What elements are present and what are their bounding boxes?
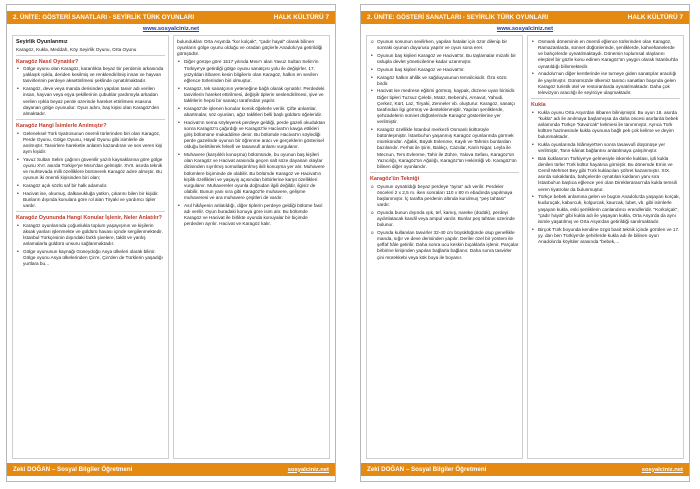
list-item: • Asıl hikâyenin anlatıldığı, diğer tiplerin perdeye geldiği bölüme fasıl adı verilir. Oyun buradaki konuya göre isim alır. Bu bölümde Karagöz ve Hacivat ile birlikte oyunda konuyalar bir biçimde perdeden ayrılır. Hacivat ve Karagöz kalır. xyxy=(177,203,326,228)
list-item: • Karagöz özellikle İstanbul merkezli Osmanlı kültürüyle bütünleşmiştir. İstanbul'un yaşanmış Karagöz oyunlarında görmek mümkündür. Ağalık, Büyük Evlenme, Kayık ve Tahmis bunlardan bazılarıdır. Ferhat ile Şirin, Balıkçı, Cazular, Kanlı Nigar, Leyla ile Mecnun, Ters Evlenme, Tahir ile Zühre, Yalova Sefası, Karagöz'ün Yazıcılığı, Karagöz'ün Ağalığı, Karagöz'ün Hekimliği vb. Karagöz'ün bilinen diğer oyunlarıdır. xyxy=(370,127,519,170)
list-item: • Karagöz halkın ahlâk ve sağduyusunun temsilcisidir. Özü sözü birdir. xyxy=(370,75,519,87)
page-footer xyxy=(7,463,335,476)
site-link[interactable]: www.sosyalciniz.net xyxy=(142,26,200,32)
content-columns xyxy=(12,35,330,459)
list-item: o Oyunda kullanılan tasvirler 32-40 cm büyüklüğünde olup genellikle manda, sığır ve deve derisinden yapılır. Deriler özel bir yöntem ile şeffaf hâle getirilir. Daha sonra ucu keskin bıçaklarla işlenir. Parçalar birbirine kirişinden yapılan bağlarla bağlanır. Daha sonra tasvirler çini mürekkebi veya kök boya ile boyanır. xyxy=(370,230,519,261)
footer-site-link[interactable]: sosyalciniz.net xyxy=(287,466,329,473)
divider xyxy=(16,55,165,56)
page-header xyxy=(361,11,689,24)
bullet-list xyxy=(16,66,165,117)
bullet-list xyxy=(531,110,680,246)
list-item: • Hacivat ise medrese eğitimi görmüş, kaypak, düzene uyan birisidir. Diğer tipleri Tuzsuz Çelebi, Matız, Beberuhi, Arnavut, Yahudi, Çerkez, Kürt, Laz, Tiryaki, Zenneler vb. oluşturur. Karagöz, sanatçı tarafından ilgi görmüş ve desteklenmiştir. Yapılan şenliklerde, şehzadelerin sünnet düğünlerinde Karagöz gösterilerine yer verilmiştir. xyxy=(370,88,519,125)
content-columns xyxy=(366,35,684,459)
section-heading: Karagöz Hangi İsimlerle Anılmıştır? xyxy=(16,123,107,129)
list-item: • Anadolu'nun diğer kentlerinde ise turneye giden sanatçılar aracılığı ile yayılmıştır. Günümüzde ülkemiz tanıtıcı sanatları başında gelen Karagöz turistik otel ve restoranlarda oynatılmaktadır. Daha çok televizyon aracılığı ile seyirciye ulaşmaktadır. xyxy=(531,71,680,96)
footer-author: Zeki DOĞAN – Sosyal Bilgiler Öğretmeni xyxy=(367,466,487,473)
list-item: • Karagöz oyunlarında çoğunlukla toplum yaşayışının ve kişilerin aksak yanları işlenmekte ve güldürü havası içinde sergilenmektedir. İstanbul Türkçesinin dışındaki farklı şivelere, taklit ve yanlış anlamalarla güldürü unsuru sağlanmaktadır. xyxy=(16,223,165,248)
bullet-list xyxy=(531,39,680,96)
list-item: o Oyunun sonunun sevilirken, yapılan hatalar için özür dilenip bir sonraki oyunun duyurusu yapılır ve oyun sona erer. xyxy=(370,39,519,51)
list-item: • Türkçe bebek anlamına gelen ve bugün Anadolu'da yaşayan korçak, kuduruçak, kaburcuk, kolgurcak, kaurcak, lubet, vb. gibi isimlerle yaşayan kukla, eski şenliklerin canlandırıcı erendleridir. "Korkolçak", "çadır hayal" gibi kukla adı ile yaşayan kukla, Orta Asya'da da aynı isimle yaşatılmış ve Orta Asya'dan getirildiği sanılmaktadır. xyxy=(531,194,680,225)
footer-site-link[interactable]: sosyalciniz.net xyxy=(641,466,683,473)
column-right xyxy=(173,35,330,459)
list-item: • Karagöz'de işlenen konular komik öğelerle verilir. Çifte anlamlar, abartmalar, söz oyunları, ağız taklitleri belli başlı güldürü öğeleridir. xyxy=(177,106,326,118)
course-title: HALK KÜLTÜRÜ 7 xyxy=(273,14,329,21)
course-title: HALK KÜLTÜRÜ 7 xyxy=(627,14,683,21)
page-footer xyxy=(361,463,689,476)
list-item: • Karagöz açık sözlü saf bir halk adamıdır. xyxy=(16,183,165,189)
section-heading: Seyirlik Oyunlarımız xyxy=(16,39,68,45)
list-item: • Gölge oyununun kaynağı Güneydoğu Asya ülkeleri olarak bilinir. Gölge oyunu Asya ülkelerinden Çin'e, Çin'den de Türklerin yaşadığı yurtlara bu... xyxy=(16,249,165,267)
column-right xyxy=(527,35,684,459)
unit-title: 2. ÜNİTE: GÖSTERİ SANATLARI - SEYİRLİK TÜRK OYUNLARI xyxy=(13,14,195,21)
list-item: • Geleneksel Türk tiyatrosunun önemli türlerinden biri olan Karagöz, Perde Oyunu, Gölge Oyunu, Hayal Oyunu gibi isimlerle de anılmıştır. Tasvirlere hareketle anlatım kazandıran ve ses veren kişi aym kişidir. xyxy=(16,131,165,156)
list-item: • Hacivat ise, okumuş, dalkavukluğa yatkın, çıkarını bilen bir kişidir. Bunların dışında konulara göre rol alan Tiryaki ve yardımcı tipler vardır. xyxy=(16,191,165,209)
list-item: • Diğer görüşe göre 1517 yılında Mısır'ı alan Yavuz Sultan Selim'in Türkiye'ye getirdiği gölge oyunu sanatçısı yolu ile değişirler. 17. yüzyıldan itibaren kesin bilgilerin olan Karagöz, halkın en sevilen eğlence türlerinden biri olmuştur. xyxy=(177,59,326,84)
list-item: • Oyunun baş kişileri Karagöz ve Hacivat'tır. xyxy=(370,67,519,73)
list-item: • Birçok Türk boyunda kendine özgü basit teknik içinde görülen ve 17. yy. dan ben Türkiye'de şehirlerde kukla adı ile bilinen oyun Anadolu'da köylüler arasında "bebek,... xyxy=(531,227,680,245)
paragraph: bulundukları Orta Asya'da "kor kolçak", "çadır hayal" olarak bilinen oyunların gölge oyunu olduğu ve oradan göçlerle Anadolu'ya getirildiği görüşüdür. xyxy=(177,39,323,57)
divider xyxy=(16,211,165,212)
list-item: • Gölge oyunu olan Karagöz, karanlıkta beyaz bir perdenin arkasında yaklaşık ışıkla, deriden kesilmiş ve renklendirilmiş insan ve hayvan tasvirlerinin perdeye aksettirilmesi şeklinde oynatılmaktadır. xyxy=(16,66,165,84)
footer-author: Zeki DOĞAN – Sosyal Bilgiler Öğretmeni xyxy=(13,466,133,473)
site-link[interactable]: www.sosyalciniz.net xyxy=(496,26,554,32)
column-left xyxy=(366,35,523,459)
list-item: • Oyunun baş kişileri Karagöz ve Hacivat'tır. Bu taşlamalar mizahi bir üslupla devlet yöneticilerine kadar uzanmıştır. xyxy=(370,53,519,65)
section-heading: Kukla xyxy=(531,102,546,108)
bullet-list xyxy=(177,59,326,227)
unit-title: 2. ÜNİTE: GÖSTERİ SANATLARI - SEYİRLİK TÜRK OYUNLARI xyxy=(367,14,549,21)
section-heading: Karagöz Nasıl Oynatılır? xyxy=(16,58,79,65)
section-heading: Karagöz Oyununda Hangi Konular İşlenir, Neler Anlatılır? xyxy=(16,215,162,222)
divider xyxy=(16,119,165,120)
list-item: • Karagöz, deve veya manda derisinden yapılan tasvir adı verilen insan, hayvan veya eşya şekillerinin çubuklar yardımıyla arkadan verilen ışıkla beyaz perde üzerinde hareket ettirilmesi esasına dayanan gölge oyunudur. Oyun adını, baş kişisi olan Karagöz'den almaktadır. xyxy=(16,86,165,117)
divider xyxy=(531,98,680,99)
list-item: • Yavuz Sultan Selim çağının güvenilir yazılı kaynaklarına göre gölge oyunu XVI. asırda Türkiye'ye Mısır'dan gelmiştir. XVII. asırda teknik ve muhtevada milli özelliklere bürünerek Karagöz adıre almıştır. Bu oyunun iki önemli kişisinden biri olan; xyxy=(16,157,165,182)
bullet-list xyxy=(370,39,519,170)
section-heading: Karagöz'ün Tekniği xyxy=(370,176,420,183)
list-item: • Kukla oyunlarında İslâmiyet'ten sonra tasavvufi düşünüşe yer verilmiştir, Tanrı-kâinat bağlantısı anlatılmaya çalışılmıştır. xyxy=(531,142,680,154)
divider xyxy=(370,172,519,173)
list-item: • Muhavere (karşılıklı konuşma) bölümünde, bu oyunun baş kişileri olan Karagöz ve Hacivat arasında geçen salt söze dayanan olaylar dizisinden sıyrılmış somutlaştırılmış ikili konuşma yer alır. Muhavere bölümlere biçiminde de olabilir. Bu bölümde Karagöz ve Hacivat'ın kişilik özellikleri ve yaşayış açısından birbirlerine karşıt özellikleri vurgulanır. Muhavereler oyunla doğrudan ilgili değildir, ilgisiz de olabilir. Bunun yanı sıra gibi Karagöz'le muhavere, gelişme muhaveresi ve ara muhavere çeşitleri de vardır. xyxy=(177,152,326,201)
list-item: • Kukla oyunu Orta Asya'dan itibaren bilinişmiştir. Bu oyun 18. asırda "kukla" adı ile anılmaya başlamışsa da daha öncesi asırlarda bebek anlamında Türkçe "kavurcak" kelimesi ile tanınmıştır. Ayrıca Türk kültüre hazinesinde kukla oyununa bağlı pek çok kelime ve deyim bulunmaktadır. xyxy=(531,110,680,141)
bullet-list xyxy=(370,184,519,261)
page-header xyxy=(7,11,335,24)
list-item: o Oyunda bunun dışında ışık, tef, kamış, nareke (düdük), perdeyi aydınlatacak kandil veya ampul vardır. Bunlar peş tahtası üzerinde bulunur. xyxy=(370,210,519,228)
list-item: • Karagöz, tek sanatçının yeteneğine bağlı olarak oynatılır. Perdedeki tasvirlerin hareket ettirilmesi, değişik tiplerin seslendirilmesi, şive ve taklitlerin hepsi bir sanatçı tarafından yapılır. xyxy=(177,86,326,104)
column-left xyxy=(12,35,169,459)
bullet-list xyxy=(16,223,165,268)
list-item: • Batı kuklasının Türkiye'ye gelmesiyle iskemle kuklası, ipli kukla denilen türler Türk kültür hayatına girmiştir. Bu dönemde Emin ve Cemil Mehmet Bey gibi Türk kuklacıları şöhret kazanmıştır. XIX. asırda sokaklarda, bahçelerde oynatılan kuklanın yanı sıra İstanbul'un başlıca eğlence yeri olan Direklerarası'nda kukla temsili veren tiyatrolar da bulunmuştur. xyxy=(531,156,680,193)
paragraph: Karagöz, Kukla, Meddah, Köy Seyirlik Oyunu, Orta Oyunu xyxy=(16,46,137,52)
document-page-right xyxy=(360,4,690,482)
document-page-left xyxy=(6,4,336,482)
list-item: • Hacivat'ın sema söyleyerek perdeye geldiği, perde gazeli okuduktan sonra Karagöz'ü çağırdığı ve Karagöz'le Hacivat'ın kavga ettikleri giriş bölümüne mukaddime denir. Bu bölümde Hacivat'ın söylediği perde gazelinde oyunun bir öğrenme aracı ve gerçeklerin gösterisel olduğu belirtilerek felsefi ve tasavvufi anlamı vurgulanır. xyxy=(177,120,326,151)
bullet-list xyxy=(16,131,165,210)
list-item: • Osmanlı döneminin en önemli eğlence türlerinden olan Karagöz, Ramazanlarda, sünnet düğünlerinde, şenliklerde, kahvehanelerde ve bahçelerde oynatılmaktaydı. Dönemin toplumsal olaylarını eleştirel bir gözle konu edinen Karagöz'ün yaygın olarak İstanbul'da oynatıldığı bilinmektedir. xyxy=(531,39,680,70)
list-item: o Oyunun oynatıldığı beyaz perdeye "ayna" adı verilir. Perdeler önceleri 2 x 2,5 m. iken sonraları 110 x 80 m ebadında yapılmaya başlanmıştır. İç tarafta perdenin altında kurulmuş "peş tahtası" vardır. xyxy=(370,184,519,209)
